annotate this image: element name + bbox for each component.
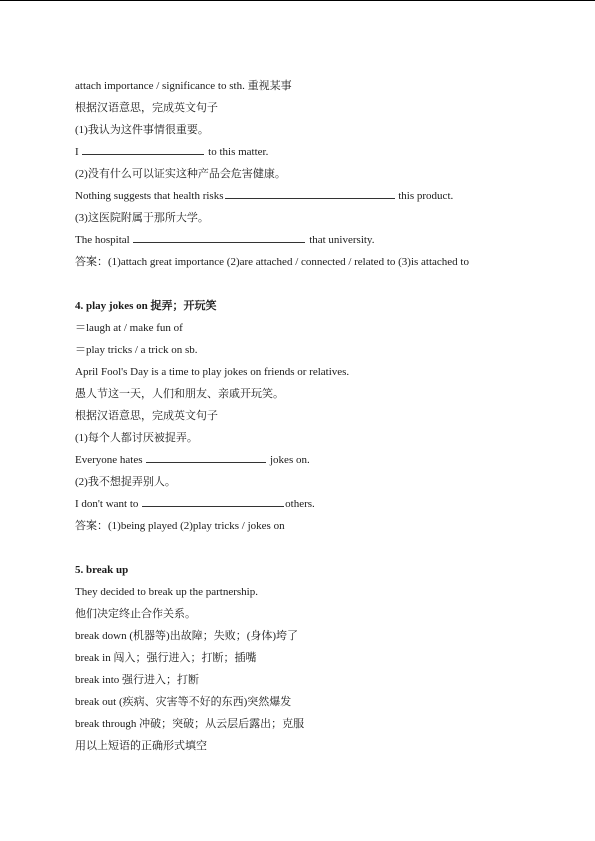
answer-blank[interactable] [133,231,305,243]
document-page [75,75,535,757]
exercise-prompt-1: (1)我认为这件事情很重要。 [75,124,209,136]
exercise-sentence-1 [75,141,535,163]
section-heading: 5. break up [75,564,129,576]
exercise-instruction: 根据汉语意思，完成英文句子 [75,410,218,422]
sentence-text: others. [285,498,315,510]
sentence-text: I don't want to [75,498,142,510]
answer-blank[interactable] [142,495,284,507]
phrase-item: break out (疾病、灾害等不好的东西)突然爆发 [75,696,292,708]
phrase-item: break in 闯入；强行进入；打断；插嘴 [75,652,257,664]
exercise-instruction: 用以上短语的正确形式填空 [75,740,207,752]
sentence-text: I [75,146,82,158]
phrase-item: break into 强行进入；打断 [75,674,200,686]
synonym-line: ＝laugh at / make fun of [75,322,183,334]
sentence-text: Nothing suggests that health risks [75,190,224,202]
sentence-text: The hospital [75,234,133,246]
sentence-text: jokes on. [267,454,310,466]
sentence-text: that university. [306,234,375,246]
page-top-border [0,0,595,1]
phrase-item: break through 冲破；突破；从云层后露出；克服 [75,718,305,730]
answer-blank[interactable] [82,143,204,155]
answer-key: 答案：(1)being played (2)play tricks / jokes on [75,520,285,532]
example-translation: 他们决定终止合作关系。 [75,608,196,620]
answer-blank[interactable] [225,187,395,199]
answer-blank[interactable] [146,451,266,463]
section-heading: 4. play jokes on 捉弄；开玩笑 [75,300,217,312]
phrase-item: break down (机器等)出故障；失败；(身体)垮了 [75,630,299,642]
sentence-text: this product. [395,190,454,202]
exercise-instruction: 根据汉语意思，完成英文句子 [75,102,218,114]
section-gap [75,273,535,295]
section-gap [75,537,535,559]
synonym-line: ＝play tricks / a trick on sb. [75,344,198,356]
exercise-sentence-1 [75,449,535,471]
sentence-text: to this matter. [205,146,269,158]
exercise-sentence-3 [75,229,535,251]
phrase-definition: attach importance / significance to sth. 重视某事 [75,80,292,92]
exercise-prompt-3: (3)这医院附属于那所大学。 [75,212,209,224]
exercise-prompt-2: (2)我不想捉弄别人。 [75,476,176,488]
answer-key: 答案：(1)attach great importance (2)are attached / connected / related to (3)is attached to [75,256,469,268]
exercise-prompt-2: (2)没有什么可以证实这种产品会危害健康。 [75,168,286,180]
example-translation: 愚人节这一天，人们和朋友、亲戚开玩笑。 [75,388,284,400]
sentence-text: Everyone hates [75,454,146,466]
example-sentence: April Fool's Day is a time to play jokes on friends or relatives. [75,366,350,378]
exercise-prompt-1: (1)每个人都讨厌被捉弄。 [75,432,198,444]
exercise-sentence-2 [75,185,535,207]
example-sentence: They decided to break up the partnership. [75,586,258,598]
exercise-sentence-2 [75,493,535,515]
